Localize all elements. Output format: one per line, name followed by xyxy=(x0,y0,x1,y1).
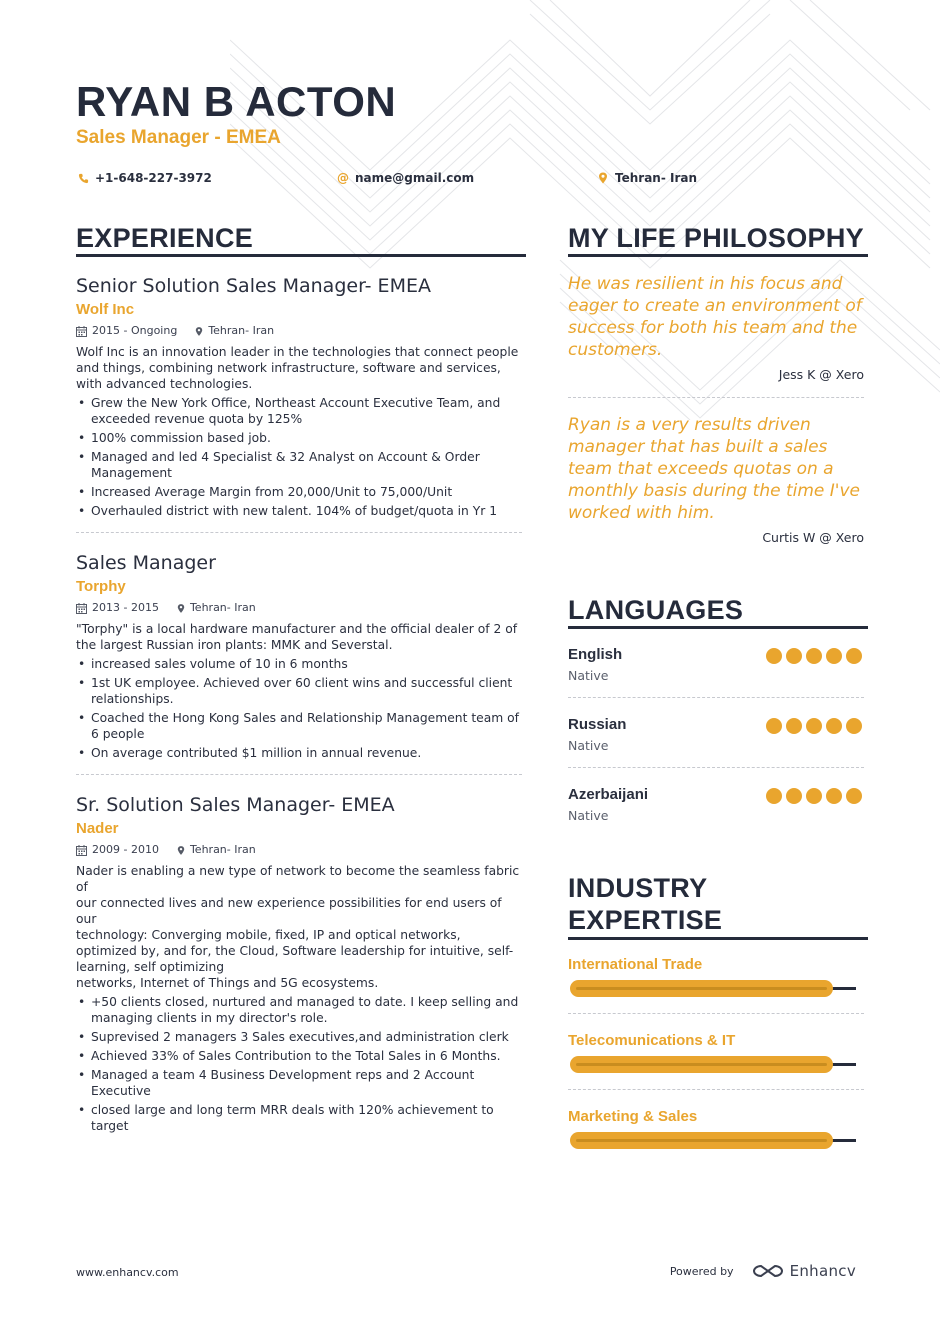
language-name: English xyxy=(568,646,623,663)
rating-dot xyxy=(826,718,842,734)
philosophy-heading: MY LIFE PHILOSOPHY xyxy=(568,223,864,253)
rating-dot xyxy=(786,718,802,734)
achievement-item: • 100% commission based job. xyxy=(76,430,524,446)
rating-dot xyxy=(826,648,842,664)
rating-dot xyxy=(846,648,862,664)
expertise-heading-rule xyxy=(568,937,868,940)
rating-dot xyxy=(766,648,782,664)
testimonial-quote: He was resilient in his focus and eager to create an environment of success for both his team and the customers. xyxy=(568,274,862,360)
expertise-heading: INDUSTRY EXPERTISE xyxy=(568,873,723,935)
powered-by-label: Powered by xyxy=(669,1264,734,1278)
job-location: Tehran- Iran xyxy=(189,843,256,856)
language-name: Azerbaijani xyxy=(568,786,649,803)
job-dates: 2013 - 2015 xyxy=(92,601,159,614)
philosophy-heading-rule xyxy=(568,254,868,257)
rating-dot xyxy=(806,718,822,734)
job-dates: 2009 - 2010 xyxy=(92,843,159,856)
languages-heading-rule xyxy=(568,626,868,629)
experience-heading: EXPERIENCE xyxy=(76,223,254,253)
language-divider xyxy=(568,697,864,698)
expertise-bar-fill xyxy=(570,980,833,997)
candidate-role: Sales Manager - EMEA xyxy=(76,127,281,148)
achievement-item: • Increased Average Margin from 20,000/Unit to 75,000/Unit xyxy=(76,484,524,500)
language-rating xyxy=(766,788,862,804)
achievement-item: • 1st UK employee. Achieved over 60 client wins and successful client relationships. xyxy=(76,675,524,707)
job-entry xyxy=(76,793,524,1137)
calendar-icon xyxy=(76,845,87,856)
languages-heading: LANGUAGES xyxy=(568,595,744,625)
job-location: Tehran- Iran xyxy=(208,324,275,337)
location-text: Tehran- Iran xyxy=(615,171,698,185)
expertise-divider xyxy=(568,1089,864,1090)
rating-dot xyxy=(806,648,822,664)
job-company: Wolf Inc xyxy=(76,301,135,318)
testimonial-author: Curtis W @ Xero xyxy=(762,530,864,545)
phone-number: +1-648-227-3972 xyxy=(95,171,212,185)
rating-dot xyxy=(846,718,862,734)
enhancv-logo-icon xyxy=(752,1263,784,1279)
job-meta xyxy=(76,600,524,616)
achievement-item: • closed large and long term MRR deals with 120% achievement to target xyxy=(76,1102,524,1134)
job-divider xyxy=(76,774,522,775)
job-title: Senior Solution Sales Manager- EMEA xyxy=(76,275,431,297)
calendar-icon xyxy=(76,326,87,337)
language-name: Russian xyxy=(568,716,627,733)
achievement-item: • Coached the Hong Kong Sales and Relationship Management team of 6 people xyxy=(76,710,524,742)
expertise-divider xyxy=(568,1013,864,1014)
job-title: Sales Manager xyxy=(76,552,216,574)
achievement-item: • Managed a team 4 Business Development reps and 2 Account Executive xyxy=(76,1067,524,1099)
rating-dot xyxy=(766,788,782,804)
expertise-bar-fill xyxy=(570,1132,833,1149)
achievement-item: • Grew the New York Office, Northeast Account Executive Team, and exceeded revenue quota by 125% xyxy=(76,395,524,427)
job-description: "Torphy" is a local hardware manufacturer and the official dealer of 2 of the largest Russian iron plants: MMK and Severstal. xyxy=(76,622,518,652)
language-item xyxy=(568,646,864,694)
achievement-item: • increased sales volume of 10 in 6 months xyxy=(76,656,524,672)
job-description: Wolf Inc is an innovation leader in the technologies that connect people and things, combining network infrastructure, software and services, with advanced technologies. xyxy=(76,345,519,391)
job-company: Torphy xyxy=(76,578,126,595)
achievement-item: • Managed and led 4 Specialist & 32 Analyst on Account & Order Management xyxy=(76,449,524,481)
calendar-icon xyxy=(76,603,87,614)
contact-location xyxy=(596,171,697,185)
language-item xyxy=(568,786,864,834)
email-address: name@gmail.com xyxy=(355,171,475,185)
job-divider xyxy=(76,532,522,533)
testimonial-divider xyxy=(568,397,864,398)
footer-website-link[interactable]: www.enhancv.com xyxy=(76,1266,179,1279)
location-pin-icon xyxy=(177,603,185,614)
contact-email xyxy=(336,171,474,185)
job-description: Nader is enabling a new type of network to become the seamless fabric of our connected lives and new experience possibilities for end users of our technology: Converging mobile, fixed, IP and optical networks, optimized by, and for, the Cloud, Software leadership for intuitive, self-learning, self optimizing networks, Internet of Things and 5G ecosystems. xyxy=(76,864,520,990)
achievement-item: • On average contributed $1 million in annual revenue. xyxy=(76,745,524,761)
expertise-item xyxy=(568,1032,864,1082)
language-rating xyxy=(766,648,862,664)
location-pin-icon xyxy=(596,171,610,185)
expertise-name: Marketing & Sales xyxy=(568,1108,698,1125)
achievement-item: • Achieved 33% of Sales Contribution to the Total Sales in 6 Months. xyxy=(76,1048,524,1064)
language-divider xyxy=(568,767,864,768)
achievement-item: • Suprevised 2 managers 3 Sales executives,and administration clerk xyxy=(76,1029,524,1045)
rating-dot xyxy=(846,788,862,804)
expertise-bar-fill xyxy=(570,1056,833,1073)
job-meta xyxy=(76,842,524,858)
footer-powered-by[interactable] xyxy=(670,1262,856,1280)
language-level: Native xyxy=(568,738,609,753)
job-achievements xyxy=(76,395,524,519)
job-title: Sr. Solution Sales Manager- EMEA xyxy=(76,794,395,816)
language-level: Native xyxy=(568,668,609,683)
experience-heading-rule xyxy=(76,254,526,257)
job-company: Nader xyxy=(76,820,119,837)
job-entry xyxy=(76,551,524,764)
job-achievements xyxy=(76,994,524,1134)
rating-dot xyxy=(806,788,822,804)
rating-dot xyxy=(786,788,802,804)
job-achievements xyxy=(76,656,524,761)
rating-dot xyxy=(766,718,782,734)
language-level: Native xyxy=(568,808,609,823)
contact-phone xyxy=(76,171,212,185)
job-location: Tehran- Iran xyxy=(189,601,256,614)
enhancv-brand: Enhancv xyxy=(789,1262,856,1280)
achievement-item: • Overhauled district with new talent. 104% of budget/quota in Yr 1 xyxy=(76,503,524,519)
location-pin-icon xyxy=(195,326,203,337)
job-meta xyxy=(76,323,524,339)
location-pin-icon xyxy=(177,845,185,856)
candidate-name: RYAN B ACTON xyxy=(76,78,397,125)
rating-dot xyxy=(786,648,802,664)
expertise-name: International Trade xyxy=(568,956,703,973)
expertise-item xyxy=(568,956,864,1006)
phone-icon xyxy=(76,171,90,185)
language-rating xyxy=(766,718,862,734)
at-icon: @ xyxy=(337,171,349,185)
job-dates: 2015 - Ongoing xyxy=(92,324,178,337)
testimonial-quote: Ryan is a very results driven manager that has built a sales team that exceeds quotas on a monthly basis during the time I've worked with him. xyxy=(568,415,860,523)
expertise-name: Telecomunications & IT xyxy=(568,1032,736,1049)
job-entry xyxy=(76,274,524,522)
rating-dot xyxy=(826,788,842,804)
expertise-item xyxy=(568,1108,864,1158)
achievement-item: • +50 clients closed, nurtured and managed to date. I keep selling and managing clients in my director's role. xyxy=(76,994,524,1026)
testimonial-author: Jess K @ Xero xyxy=(778,367,864,382)
language-item xyxy=(568,716,864,764)
